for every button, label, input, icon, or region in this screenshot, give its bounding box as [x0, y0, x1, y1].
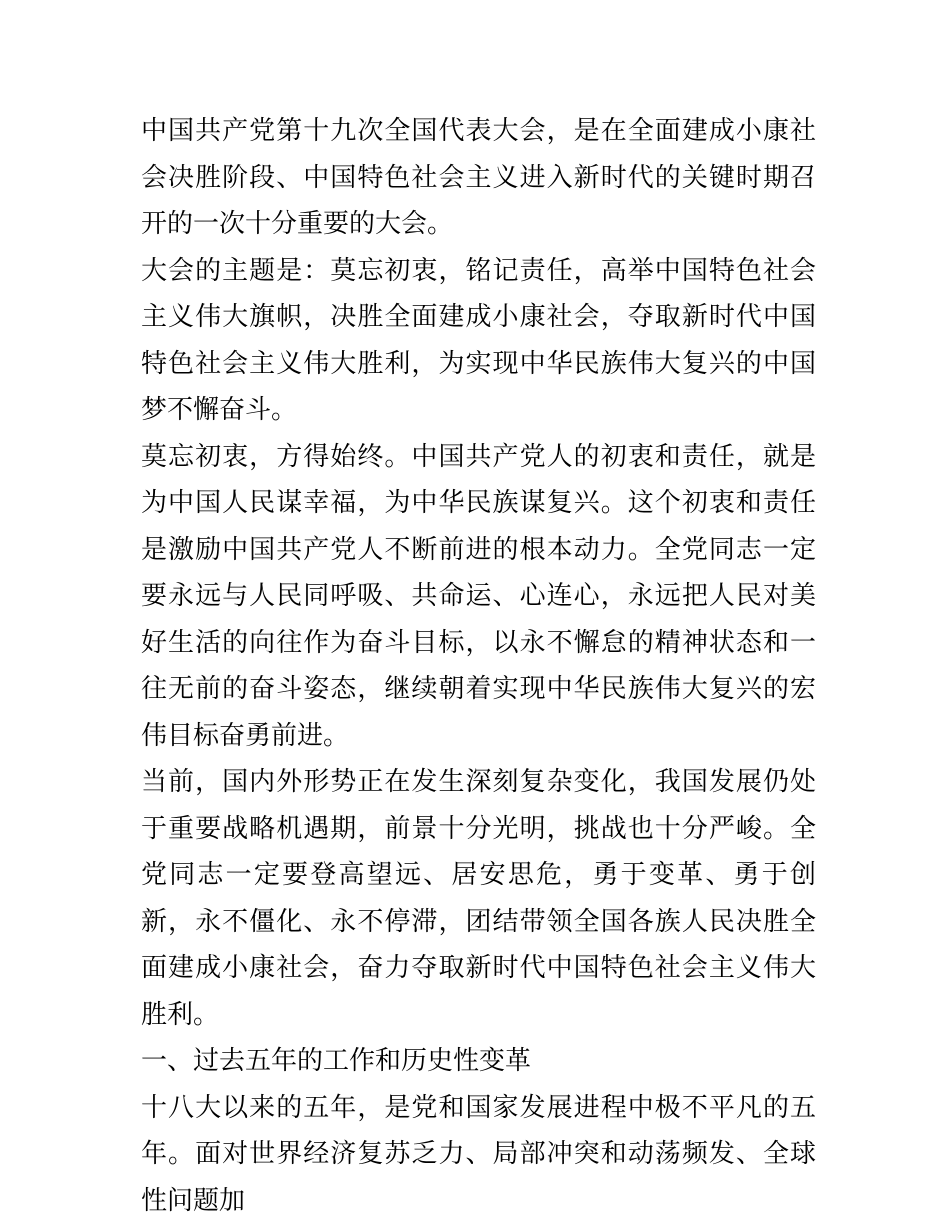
- paragraph-original-aspiration: 莫忘初衷，方得始终。中国共产党人的初衷和责任，就是为中国人民谋幸福，为中华民族谋复兴。这个初衷和责任是激励中国共产党人不断前进的根本动力。全党同志一定要永远与人民同呼吸、共命运、心连心，永远把人民对美好生活的向往作为奋斗目标，以永不懈怠的精神状态和一往无前的奋斗姿态，继续朝着实现中华民族伟大复兴的宏伟目标奋勇前进。: [141, 441, 816, 751]
- paragraph-intro: 中国共产党第十九次全国代表大会，是在全面建成小康社会决胜阶段、中国特色社会主义进入新时代的关键时期召开的一次十分重要的大会。: [141, 116, 816, 239]
- section-heading: 一、过去五年的工作和历史性变革: [141, 1046, 532, 1076]
- paragraph-theme: 大会的主题是：莫忘初衷，铭记责任，高举中国特色社会主义伟大旗帜，决胜全面建成小康社会，夺取新时代中国特色社会主义伟大胜利，为实现中华民族伟大复兴的中国梦不懈奋斗。: [141, 255, 816, 425]
- document-body: [141, 108, 816, 1224]
- paragraph-five-years: 十八大以来的五年，是党和国家发展进程中极不平凡的五年。面对世界经济复苏乏力、局部冲突和动荡频发、全球性问题加: [141, 1092, 816, 1216]
- paragraph-current-situation: 当前，国内外形势正在发生深刻复杂变化，我国发展仍处于重要战略机遇期，前景十分光明，挑战也十分严峻。全党同志一定要登高望远、居安思危，勇于变革、勇于创新，永不僵化、永不停滞，团结带领全国各族人民决胜全面建成小康社会，奋力夺取新时代中国特色社会主义伟大胜利。: [141, 767, 816, 1030]
